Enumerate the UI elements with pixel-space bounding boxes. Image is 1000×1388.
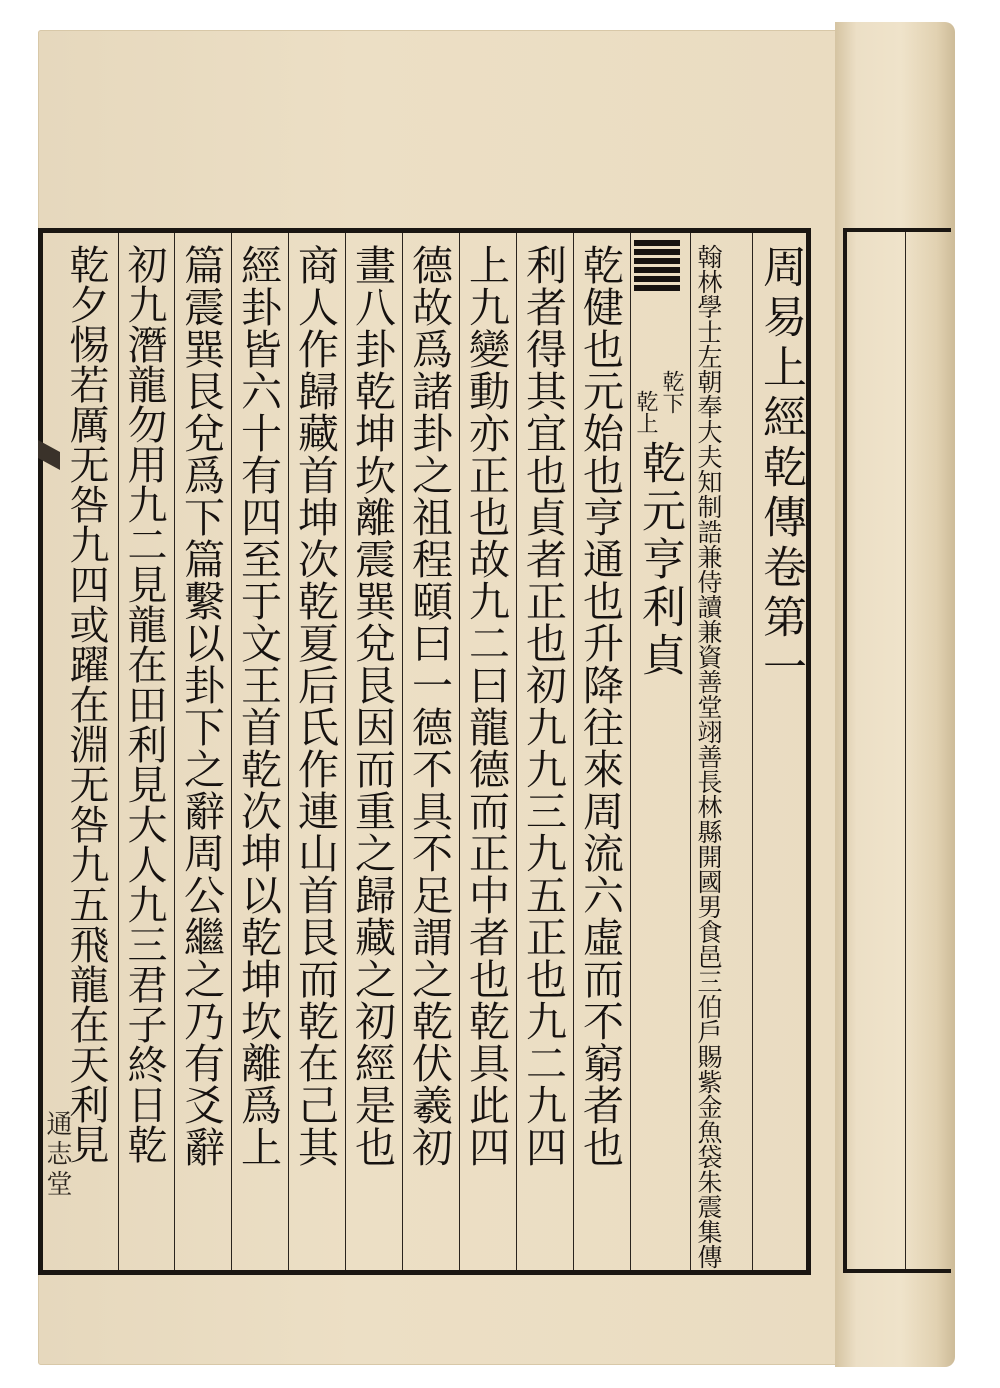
text-column-10: 乾夕惕若厲无咎九四或躍在淵无咎九五飛龍在天利見 <box>63 244 109 1164</box>
column-rule <box>345 233 346 1270</box>
column-rule <box>118 233 119 1270</box>
gua-upper-label: 乾上 <box>633 390 658 434</box>
fold-frame <box>843 228 951 1273</box>
text-column-2: 利者得其宜也貞者正也初九九三九五正也九二九四 <box>519 244 567 1168</box>
text-column-6: 商人作歸藏首坤次乾夏后氏作連山首艮而乾在己其 <box>291 244 339 1168</box>
author-line: 翰林學士左朝奉大夫知制誥兼侍讀兼資善堂翊善長林縣開國男食邑三伯戶賜紫金魚袋朱震集傳 <box>694 244 723 1269</box>
title-column: 周易上經乾傳卷第一 <box>755 244 806 694</box>
column-rule <box>402 233 403 1270</box>
publisher-mark: 通志堂 <box>42 1110 72 1200</box>
column-rule <box>174 233 175 1270</box>
text-column-7: 經卦皆六十有四至于文王首乾次坤以乾坤坎離爲上 <box>234 244 282 1168</box>
column-rule <box>573 233 574 1270</box>
column-rule <box>231 233 232 1270</box>
qian-hexagram-symbol <box>634 240 680 294</box>
column-rule <box>459 233 460 1270</box>
column-rule <box>516 233 517 1270</box>
text-column-4: 德故爲諸卦之祖程頤曰一德不具不足謂之乾伏羲初 <box>405 244 453 1168</box>
gua-lower-label: 乾下 <box>659 370 684 414</box>
text-column-5: 畫八卦乾坤坎離震巽兌艮因而重之歸藏之初經是也 <box>348 244 396 1168</box>
column-rule <box>752 233 753 1270</box>
text-column-9: 初九潛龍勿用九二見龍在田利見大人九三君子終日乾 <box>121 244 167 1164</box>
fold-rule <box>905 232 906 1269</box>
gua-judgment: 乾元亨利貞 <box>634 440 685 680</box>
column-rule <box>288 233 289 1270</box>
column-rule <box>690 233 691 1270</box>
text-column-8: 篇震巽艮兌爲下篇繫以卦下之辭周公繼之乃有爻辭 <box>177 244 225 1168</box>
text-column-1: 乾健也元始也亨通也升降往來周流六虛而不窮者也 <box>576 244 624 1168</box>
column-rule <box>630 233 631 1270</box>
text-column-3: 上九變動亦正也故九二曰龍德而正中者也乾具此四 <box>462 244 510 1168</box>
